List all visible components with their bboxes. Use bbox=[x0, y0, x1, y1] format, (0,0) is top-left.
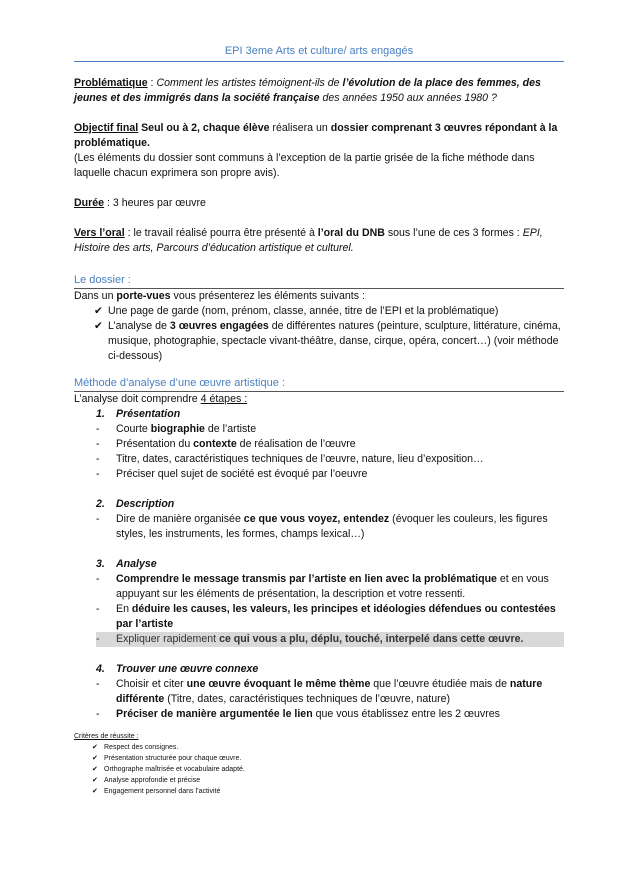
document-page bbox=[74, 44, 564, 797]
check-icon: ✔ bbox=[94, 305, 103, 317]
step-1-item bbox=[96, 422, 564, 437]
oral-t4: EPI, Histoire des arts, Parcours d’éducation artistique et culturel. bbox=[74, 227, 543, 254]
step-1-number: 1. bbox=[96, 408, 105, 420]
step-4-item-1e: (Titre, dates, caractéristiques techniques de l’œuvre, nature) bbox=[164, 693, 451, 705]
step-1-item-2c: de réalisation de l’œuvre bbox=[236, 438, 356, 450]
oral-t2: l’oral du DNB bbox=[317, 227, 385, 239]
step-2-item-1a: Dire de manière organisée bbox=[116, 513, 244, 525]
duree-text: : 3 heures par œuvre bbox=[104, 197, 206, 209]
dossier-item-2b: 3 œuvres engagées bbox=[169, 320, 269, 332]
check-icon: ✔ bbox=[92, 744, 98, 751]
step-4-item-1b: une œuvre évoquant le même thème bbox=[186, 678, 371, 690]
duree-paragraph bbox=[74, 196, 564, 211]
dash-bullet: - bbox=[96, 438, 100, 450]
step-3-item-personal bbox=[96, 632, 564, 647]
step-4-title: Trouver une œuvre connexe bbox=[116, 663, 259, 675]
page-title: EPI 3eme Arts et culture/ arts engagés bbox=[74, 44, 564, 62]
dossier-item bbox=[94, 319, 564, 364]
step-2-item-1c: (évoquer les couleurs, les figures styles, les instruments, les formes, champs lexical…) bbox=[116, 513, 548, 540]
criteres-title: Critères de réussite : bbox=[74, 733, 139, 740]
check-icon: ✔ bbox=[94, 320, 103, 332]
step-3-item-3a: Expliquer rapidement bbox=[116, 633, 220, 645]
step-3-item-1a: Comprendre le message transmis par l’artiste en lien avec la problématique bbox=[116, 573, 497, 585]
objectif-t2: réalisera un bbox=[269, 122, 331, 134]
problematique-q3: des années 1950 aux années 1980 ? bbox=[319, 92, 497, 104]
step-2-number: 2. bbox=[96, 498, 105, 510]
step-3-item-1b: et en vous appuyant sur les éléments de présentation, la description et votre ressenti. bbox=[116, 573, 549, 600]
dossier-item bbox=[94, 304, 564, 319]
check-icon: ✔ bbox=[92, 766, 98, 773]
dossier-intro-1: Dans un bbox=[74, 290, 117, 302]
step-1-heading bbox=[74, 407, 564, 422]
dossier-item-2a: L’analyse de bbox=[108, 320, 170, 332]
critere-text: Analyse approfondie et précise bbox=[104, 777, 201, 784]
step-1-item bbox=[96, 452, 564, 467]
step-2-list bbox=[74, 512, 564, 542]
oral-paragraph bbox=[74, 226, 564, 256]
dash-bullet: - bbox=[96, 453, 100, 465]
step-4-item-1a: Choisir et citer bbox=[116, 678, 187, 690]
step-4-item bbox=[96, 677, 564, 707]
dossier-item-2c: de différentes natures (peinture, sculpture, littérature, cinéma, musique, photographie, spectacle vivant-théâtre, danse, cirque, opéra, concert…) (voir méthode ci-dessous) bbox=[108, 320, 561, 362]
objectif-note: (Les éléments du dossier sont communs à l’exception de la partie grisée de la fiche méthode dans laquelle chacun exprimera son propre avis). bbox=[74, 152, 535, 179]
problematique-sep: : bbox=[147, 77, 157, 89]
methode-heading: Méthode d’analyse d’une œuvre artistique : bbox=[74, 376, 564, 392]
objectif-t3: dossier comprenant 3 œuvres répondant à la problématique. bbox=[74, 122, 558, 149]
step-1-title: Présentation bbox=[116, 408, 181, 420]
step-3-number: 3. bbox=[96, 558, 105, 570]
step-1-item-3: Titre, dates, caractéristiques techniques de l’œuvre, nature, lieu d’exposition… bbox=[116, 453, 484, 465]
step-2-title: Description bbox=[116, 498, 175, 510]
dash-bullet: - bbox=[96, 513, 100, 525]
dossier-intro-3: vous présenterez les éléments suivants : bbox=[170, 290, 365, 302]
step-4-item-1d: nature différente bbox=[116, 678, 543, 705]
critere-text: Présentation structurée pour chaque œuvre. bbox=[104, 755, 242, 762]
oral-t1: : le travail réalisé pourra être présenté à bbox=[124, 227, 318, 239]
step-1-item-2a: Présentation du bbox=[116, 438, 194, 450]
step-1-item bbox=[96, 467, 564, 482]
dash-bullet: - bbox=[96, 603, 100, 615]
step-1-item-2b: contexte bbox=[193, 438, 237, 450]
critere-text: Respect des consignes. bbox=[104, 744, 179, 751]
critere-item bbox=[92, 786, 564, 797]
step-3-item-2a: En bbox=[116, 603, 132, 615]
step-3-item bbox=[96, 602, 564, 632]
methode-intro bbox=[74, 392, 564, 407]
objectif-t1: Seul ou à 2, chaque élève bbox=[138, 122, 270, 134]
step-1-item-1c: de l’artiste bbox=[204, 423, 257, 435]
step-1-item bbox=[96, 437, 564, 452]
dash-bullet: - bbox=[96, 423, 100, 435]
step-4-list bbox=[74, 677, 564, 722]
step-3-item-3b: ce qui vous a plu, déplu, touché, interpelé dans cette œuvre. bbox=[219, 633, 524, 645]
dash-bullet: - bbox=[96, 468, 100, 480]
problematique-q1: Comment les artistes témoignent-ils de bbox=[156, 77, 343, 89]
dash-bullet: - bbox=[96, 678, 100, 690]
step-4-item-2a: Préciser de manière argumentée le lien bbox=[116, 708, 313, 720]
step-4-number: 4. bbox=[96, 663, 105, 675]
step-4-heading bbox=[74, 662, 564, 677]
dossier-intro bbox=[74, 289, 564, 304]
step-2-item-1b: ce que vous voyez, entendez bbox=[243, 513, 390, 525]
dossier-intro-2: porte-vues bbox=[116, 290, 171, 302]
problematique-label: Problématique bbox=[74, 77, 148, 89]
step-3-heading bbox=[74, 557, 564, 572]
step-3-list bbox=[74, 572, 564, 647]
check-icon: ✔ bbox=[92, 788, 98, 795]
critere-item bbox=[92, 775, 564, 786]
dash-bullet: - bbox=[96, 633, 100, 645]
methode-intro-2: 4 étapes : bbox=[200, 393, 248, 405]
check-icon: ✔ bbox=[92, 777, 98, 784]
oral-label: Vers l’oral bbox=[74, 227, 125, 239]
duree-label: Durée bbox=[74, 197, 105, 209]
dash-bullet: - bbox=[96, 573, 100, 585]
step-4-item-2b: que vous établissez entre les 2 œuvres bbox=[312, 708, 500, 720]
dossier-heading: Le dossier : bbox=[74, 273, 564, 289]
step-1-item-4: Préciser quel sujet de société est évoqué par l’oeuvre bbox=[116, 468, 368, 480]
step-1-item-1a: Courte bbox=[116, 423, 151, 435]
objectif-label: Objectif final bbox=[74, 122, 139, 134]
critere-text: Orthographe maîtrisée et vocabulaire adapté. bbox=[104, 766, 245, 773]
step-1-item-1b: biographie bbox=[150, 423, 205, 435]
step-4-item-1c: que l’œuvre étudiée mais de bbox=[370, 678, 510, 690]
dash-bullet: - bbox=[96, 708, 100, 720]
dossier-item-1: Une page de garde (nom, prénom, classe, année, titre de l’EPI et la problématique) bbox=[108, 305, 499, 317]
step-4-item bbox=[96, 707, 564, 722]
critere-item bbox=[92, 753, 564, 764]
methode-intro-1: L’analyse doit comprendre bbox=[74, 393, 201, 405]
critere-item bbox=[92, 764, 564, 775]
problematique-paragraph bbox=[74, 76, 564, 106]
step-3-title: Analyse bbox=[116, 558, 157, 570]
critere-text: Engagement personnel dans l’activité bbox=[104, 788, 221, 795]
check-icon: ✔ bbox=[92, 755, 98, 762]
objectif-paragraph bbox=[74, 121, 564, 151]
critere-item bbox=[92, 742, 564, 753]
step-3-item bbox=[96, 572, 564, 602]
criteres-list bbox=[74, 742, 564, 797]
oral-t3: sous l’une de ces 3 formes : bbox=[384, 227, 523, 239]
step-2-item bbox=[96, 512, 564, 542]
step-1-list bbox=[74, 422, 564, 482]
dossier-list bbox=[74, 304, 564, 364]
step-3-item-2b: déduire les causes, les valeurs, les principes et idéologies défendues ou contestées par l’artiste bbox=[116, 603, 556, 630]
step-2-heading bbox=[74, 497, 564, 512]
problematique-q2: l’évolution de la place des femmes, des jeunes et des immigrés dans la société française bbox=[74, 77, 541, 104]
